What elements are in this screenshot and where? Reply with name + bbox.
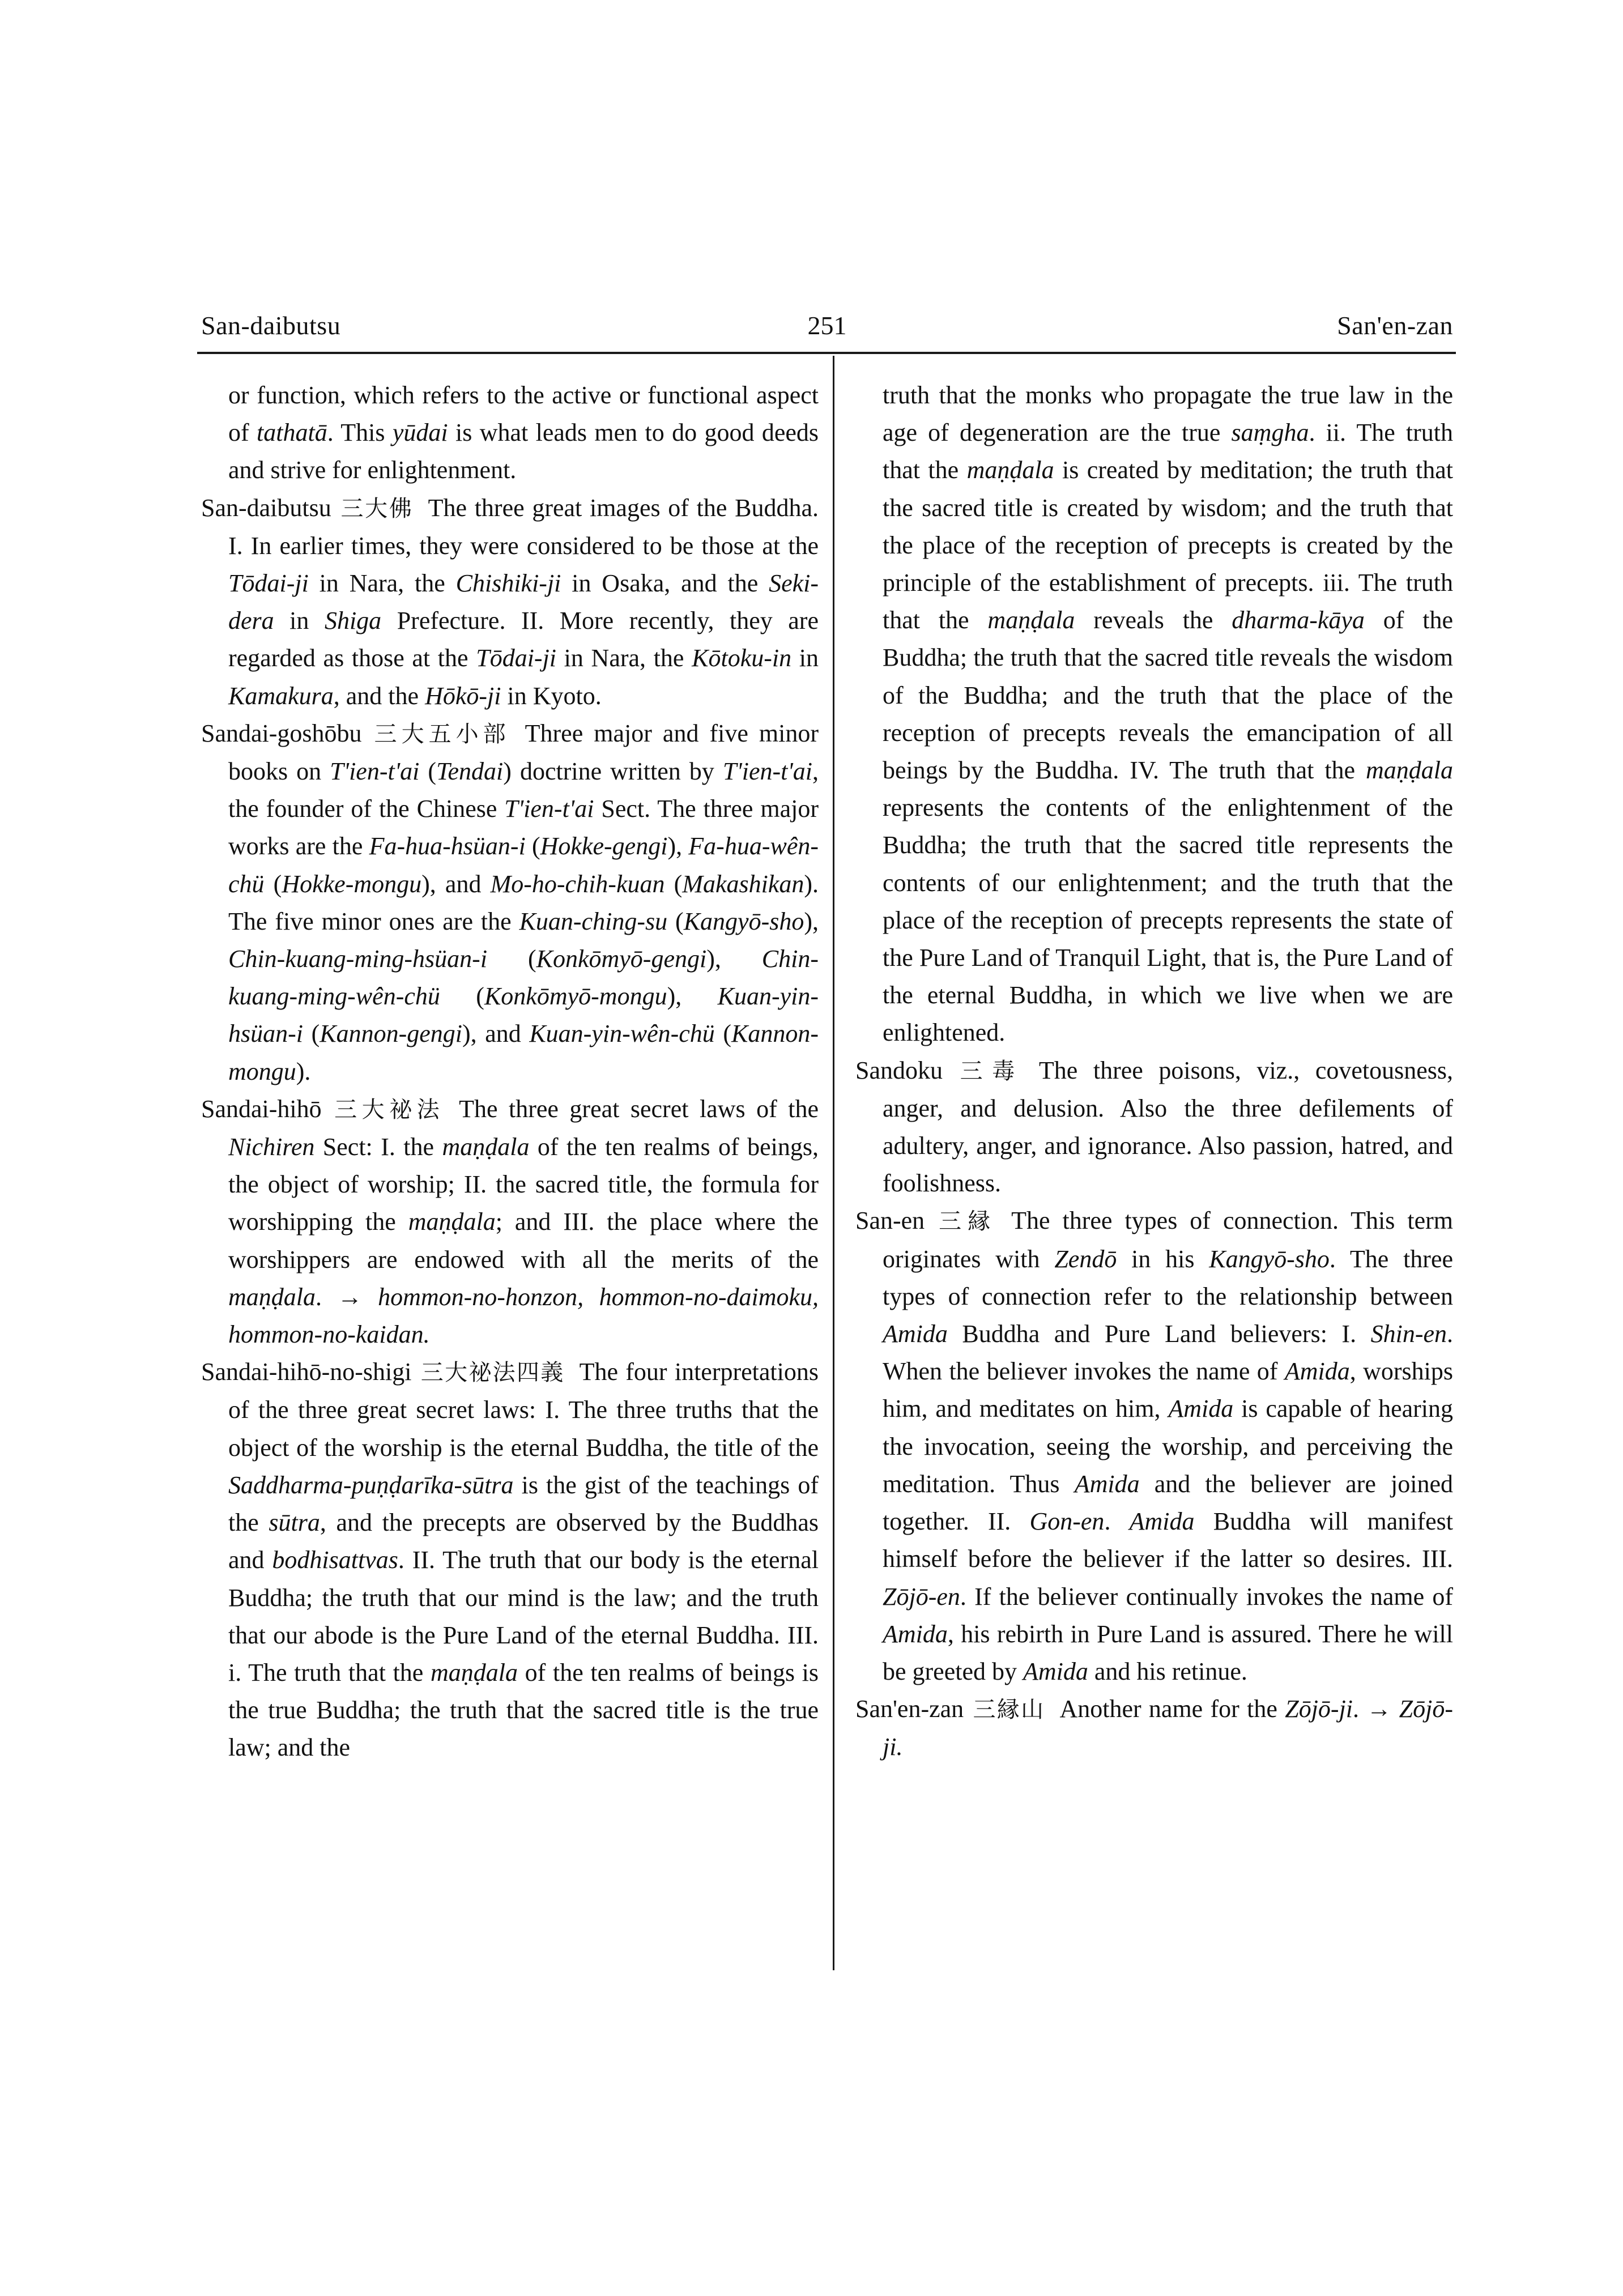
entry-definition: Three major and five minor books on T'ien-t'ai (Tendai) doctrine written by T'ien-t'ai, the founder of the Chinese T'ien-t'ai Sect. The three major works are the Fa-hua-hsüan-i (Hokke-gengi), Fa-hua-wên-chü (Hokke-mongu), and Mo-ho-chih-kuan (Makashikan). The five minor ones are the Kuan-ching-su (Kangyō-sho), Chin-kuang-ming-hsüan-i (Konkōmyō-gengi), Chin-kuang-ming-wên-chü (Konkōmyō-mongu), Kuan-yin-hsüan-i (Kannon-gengi), and Kuan-yin-wên-chü (Kannon-mongu). xyxy=(228,719,819,1085)
entry-definition: The four interpretations of the three great secret laws: I. The three truths that the object of the worship is the eternal Buddha, the title of the Saddharma-puṇḍarīka-sūtra is the gist of the teachings of the sūtra, and the precepts are observed by the Buddhas and bodhisattvas. II. The truth that our body is the eternal Buddha; the truth that our mind is the law; and the truth that our abode is the Pure Land of the eternal Buddha. III. i. The truth that the maṇḍala of the ten realms of beings is the true Buddha; the truth that the sacred title is the true law; and the xyxy=(228,1358,819,1762)
italic-term: Shiga xyxy=(324,607,382,635)
italic-term: tathatā xyxy=(257,419,327,447)
right-column xyxy=(855,377,1453,1766)
entry-headword: San'en-zan xyxy=(855,1695,964,1723)
italic-term: maṇḍala xyxy=(408,1208,496,1236)
italic-term: Tōdai-ji xyxy=(476,644,557,672)
italic-term: Hokke-gengi xyxy=(540,832,668,861)
entry-definition: The three great images of the Buddha. I. In earlier times, they were considered to be those at the Tōdai-ji in Nara, the Chishiki-ji in Osaka, and the Seki-dera in Shiga Prefecture. II. More recently, they are regarded as those at the Tōdai-ji in Nara, the Kōtoku-in in Kamakura, and the Hōkō-ji in Kyoto. xyxy=(228,493,819,710)
italic-term: Kuan-yin-wên-chü xyxy=(529,1020,715,1048)
dictionary-entry xyxy=(201,1091,819,1353)
italic-term: Fa-hua-wên-chü xyxy=(228,832,819,898)
italic-term: Shin-en xyxy=(1370,1320,1447,1348)
entry-kanji: 三大五小部 xyxy=(369,721,510,747)
dictionary-entry xyxy=(855,1690,1453,1766)
italic-term: maṇḍala xyxy=(442,1133,530,1161)
italic-term: Konkōmyō-mongu xyxy=(484,982,667,1011)
italic-term: Tendai xyxy=(436,757,504,786)
italic-term: Chin-kuang-ming-hsüan-i xyxy=(228,945,488,973)
italic-term: Zōjō-ji xyxy=(1285,1695,1353,1723)
italic-term: Zōjō-en xyxy=(883,1582,960,1611)
entry-definition: The three types of connection. This term originates with Zendō in his Kangyō-sho. The three types of connection refer to the relationship between Amida Buddha and Pure Land believers: I. Shin-en. When the believer invokes the name of Amida, worships him, and meditates on him, Amida is capable of hearing the invocation, seeing the worship, and perceiving the meditation. Thus Amida and the believer are joined together. II. Gon-en. Amida Buddha will manifest himself before the believer if the latter so desires. III. Zōjō-en. If the believer continually invokes the name of Amida, his rebirth in Pure Land is assured. There he will be greeted by Amida and his retinue. xyxy=(883,1207,1454,1685)
italic-term: Makashikan xyxy=(682,870,804,898)
entry-definition: Another name for the Zōjō-ji. → Zōjō-ji. xyxy=(883,1695,1454,1761)
italic-term: Gon-en xyxy=(1029,1507,1105,1536)
continuation-paragraph: truth that the monks who propagate the true law in the age of degeneration are the true saṃgha. ii. The truth that the maṇḍala is created by meditation; the truth that the sacred title is created by wisdom; and the truth that the place of the reception of precepts is created by the principle of the establishment of precepts. iii. The truth that the maṇḍala reveals the dharma-kāya of the Buddha; the truth that the sacred title reveals the wisdom of the Buddha; and the truth that the place of the reception of precepts reveals the emancipation of all beings by the Buddha. IV. The truth that the maṇḍala represents the contents of the enlightenment of the Buddha; the truth that the sacred title represents the contents of our enlightenment; and the truth that the place of the reception of precepts represents the state of the Pure Land of Tranquil Light, that is, the Pure Land of the eternal Buddha, in which we live when we are enlightened. xyxy=(883,381,1454,1047)
entry-kanji: 三大祕法 xyxy=(329,1096,445,1123)
entry-headword: Sandai-hihō-no-shigi xyxy=(201,1358,412,1386)
italic-term: Amida xyxy=(1074,1469,1140,1498)
entry-headword: Sandoku xyxy=(855,1056,943,1084)
italic-term: T'ien-t'ai xyxy=(330,757,420,786)
entry-headword: Sandai-goshōbu xyxy=(201,719,362,747)
entry-headword: San-en xyxy=(855,1207,925,1235)
italic-term: sūtra xyxy=(269,1509,320,1537)
entry-headword: San-daibutsu xyxy=(201,493,331,522)
running-header xyxy=(201,306,1453,346)
italic-term: Amida xyxy=(883,1320,948,1348)
italic-term: maṇḍala xyxy=(1366,756,1453,785)
italic-term: Kangyō-sho xyxy=(683,907,804,935)
entry-kanji: 三大佛 xyxy=(339,495,414,522)
italic-term: Kangyō-sho xyxy=(1209,1245,1330,1273)
italic-term: Zōjō-ji. xyxy=(883,1695,1454,1761)
dictionary-entry xyxy=(201,715,819,1091)
italic-term: saṃgha xyxy=(1231,419,1309,447)
italic-term: Fa-hua-hsüan-i xyxy=(369,832,526,861)
header-rule xyxy=(197,352,1456,354)
italic-term: T'ien-t'ai xyxy=(722,757,813,786)
italic-term: Chishiki-ji xyxy=(455,569,561,598)
italic-term: maṇḍala xyxy=(987,606,1075,634)
italic-term: Tōdai-ji xyxy=(228,569,309,598)
italic-term: T'ien-t'ai xyxy=(504,795,594,823)
right-guide-word: San'en-zan xyxy=(1337,311,1453,340)
italic-term: Kamakura xyxy=(228,681,334,710)
italic-term: Seki-dera xyxy=(228,569,819,635)
italic-term: Zendō xyxy=(1054,1245,1117,1273)
italic-term: dharma-kāya xyxy=(1232,606,1365,634)
italic-term: Nichiren xyxy=(228,1133,315,1161)
italic-term: Kuan-yin-hsüan-i xyxy=(228,982,819,1048)
italic-term: Konkōmyō-gengi xyxy=(536,945,707,973)
italic-term: yūdai xyxy=(392,419,448,447)
entry-definition: The three poisons, viz., covetousness, anger, and delusion. Also the three defilements of adultery, anger, and ignorance. Also passion, hatred, and foolishness. xyxy=(883,1056,1454,1198)
dictionary-entry xyxy=(855,1052,1453,1203)
italic-term: Amida xyxy=(1129,1507,1195,1536)
italic-term: Mo-ho-chih-kuan xyxy=(490,870,665,898)
italic-term: maṇḍala xyxy=(966,456,1054,484)
dictionary-entry xyxy=(201,489,819,715)
italic-term: Kuan-ching-su xyxy=(519,907,668,935)
italic-term: Kannon-gengi xyxy=(320,1020,462,1048)
italic-term: Amida xyxy=(1284,1357,1350,1386)
continuation-paragraph: or function, which refers to the active or functional aspect of tathatā. This yūdai is what leads men to do good deeds and strive for enlightenment. xyxy=(228,381,819,484)
italic-term: maṇḍala xyxy=(431,1658,518,1686)
italic-term: Chin-kuang-ming-wên-chü xyxy=(228,945,819,1011)
italic-term: Kannon-mongu xyxy=(228,1020,819,1085)
italic-term: Amida xyxy=(1168,1395,1234,1423)
column-divider xyxy=(833,356,834,1970)
dictionary-entry xyxy=(201,1353,819,1766)
entry-kanji: 三縁 xyxy=(932,1208,997,1235)
italic-term: maṇḍala xyxy=(228,1283,316,1311)
entry-definition: The three great secret laws of the Nichiren Sect: I. the maṇḍala of the ten realms of beings, the object of worship; II. the sacred title, the formula for worshipping the maṇḍala; and III. the place where the worshippers are endowed with all the merits of the maṇḍala. → hommon-no-honzon, hommon-no-daimoku, hommon-no-kaidan. xyxy=(228,1094,819,1349)
entry-kanji: 三縁山 xyxy=(972,1697,1045,1723)
italic-term: bodhisattvas xyxy=(272,1546,398,1574)
page-number: 251 xyxy=(807,311,847,340)
italic-term: Amida xyxy=(883,1620,948,1648)
italic-term: Hōkō-ji xyxy=(425,681,501,710)
dictionary-entry xyxy=(855,1202,1453,1690)
italic-term: Amida xyxy=(1023,1657,1088,1685)
italic-term: Saddharma-puṇḍarīka-sūtra xyxy=(228,1471,514,1499)
entry-kanji: 三大祕法四義 xyxy=(419,1360,565,1386)
entry-headword: Sandai-hihō xyxy=(201,1094,322,1123)
italic-term: hommon-no-honzon, hommon-no-daimoku, hommon-no-kaidan. xyxy=(228,1283,819,1349)
left-column xyxy=(201,377,819,1767)
italic-term: Hokke-mongu xyxy=(282,870,422,898)
left-guide-word: San-daibutsu xyxy=(201,311,341,340)
italic-term: Kōtoku-in xyxy=(692,644,792,672)
entry-kanji: 三毒 xyxy=(951,1058,1024,1084)
